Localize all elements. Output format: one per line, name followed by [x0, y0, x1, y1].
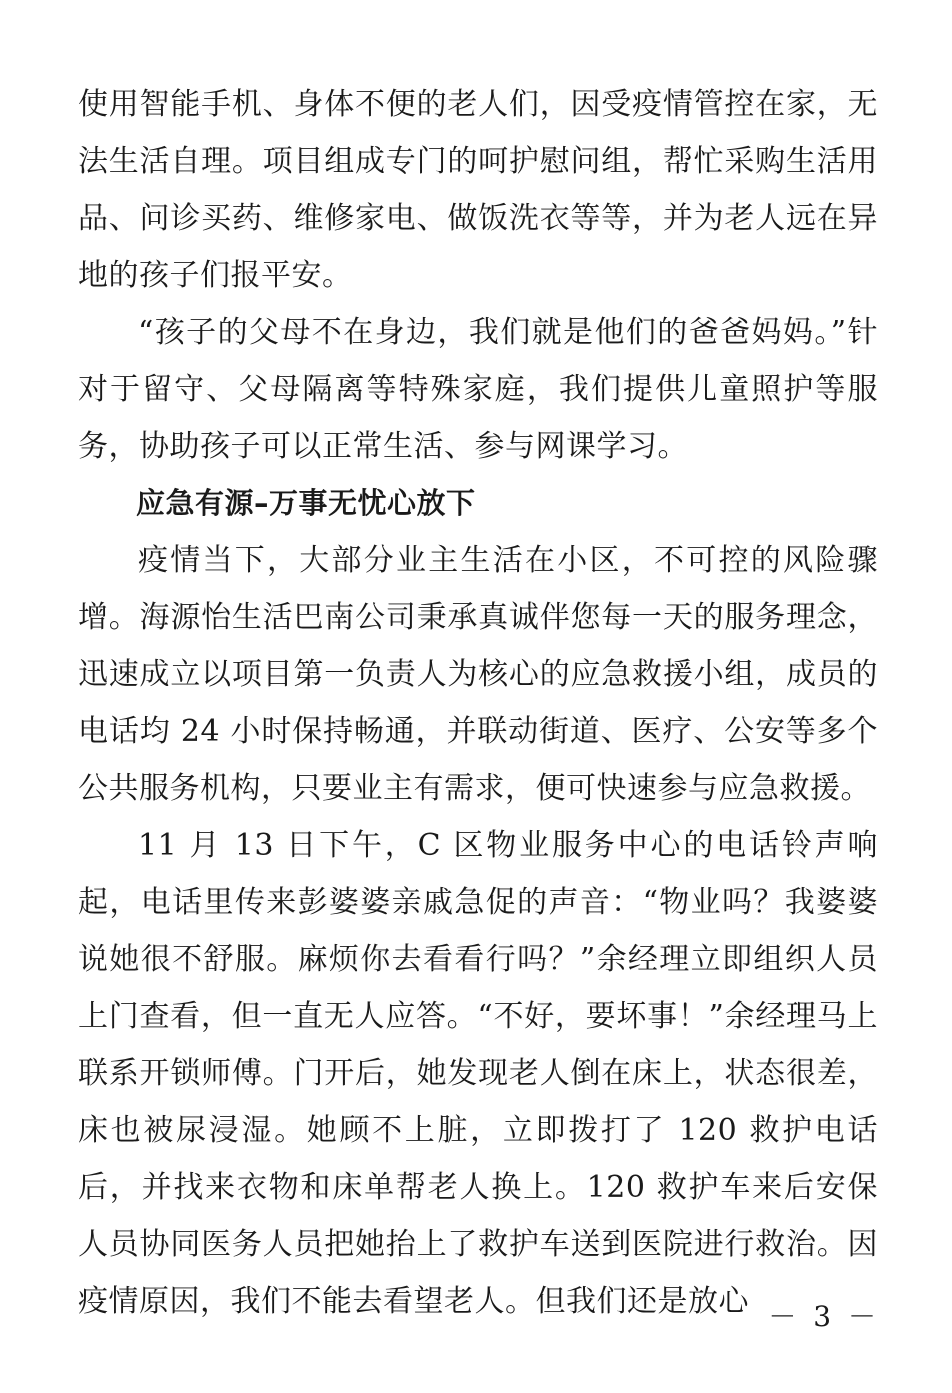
paragraph-child-care: “孩子的父母不在身边，我们就是他们的爸爸妈妈。”针对于留守、父母隔离等特殊家庭，我们提供儿童照护等服务，协助孩子可以正常生活、参与网课学习。: [78, 315, 878, 464]
paragraph-rescue-story: 11 月 13 日下午，C 区物业服务中心的电话铃声响起，电话里传来彭婆婆亲戚急促的声音：“物业吗？我婆婆说她很不舒服。麻烦你去看看行吗？”余经理立即组织人员上门查看，但一直无人应答。“不好，要坏事！”余经理马上联系开锁师傅。门开后，她发现老人倒在床上，状态很差，床也被尿浸湿。她顾不上脏，立即拨打了 120 救护电话后，并找来衣物和床单帮老人换上。120 救护车来后安保人员协同医务人员把她抬上了救护车送到医院进行救治。因疫情原因，我们不能去看望老人。但我们还是放心: [78, 828, 878, 1319]
paragraph-emergency-team: 疫情当下，大部分业主生活在小区，不可控的风险骤增。海源怡生活巴南公司秉承真诚伴您每一天的服务理念，迅速成立以项目第一负责人为核心的应急救援小组，成员的电话均 24 小时保持畅通，并联动街道、医疗、公安等多个公共服务机构，只要业主有需求，便可快速参与应急救援。: [78, 543, 878, 806]
page-number: － 3 －: [768, 1300, 880, 1333]
paragraph-elderly-care: 使用智能手机、身体不便的老人们，因受疫情管控在家，无法生活自理。项目组成专门的呵护慰问组，帮忙采购生活用品、问诊买药、维修家电、做饭洗衣等等，并为老人远在异地的孩子们报平安。: [78, 87, 878, 293]
section-heading: 应急有源–万事无忧心放下: [136, 486, 476, 520]
document-body: [78, 76, 878, 1330]
